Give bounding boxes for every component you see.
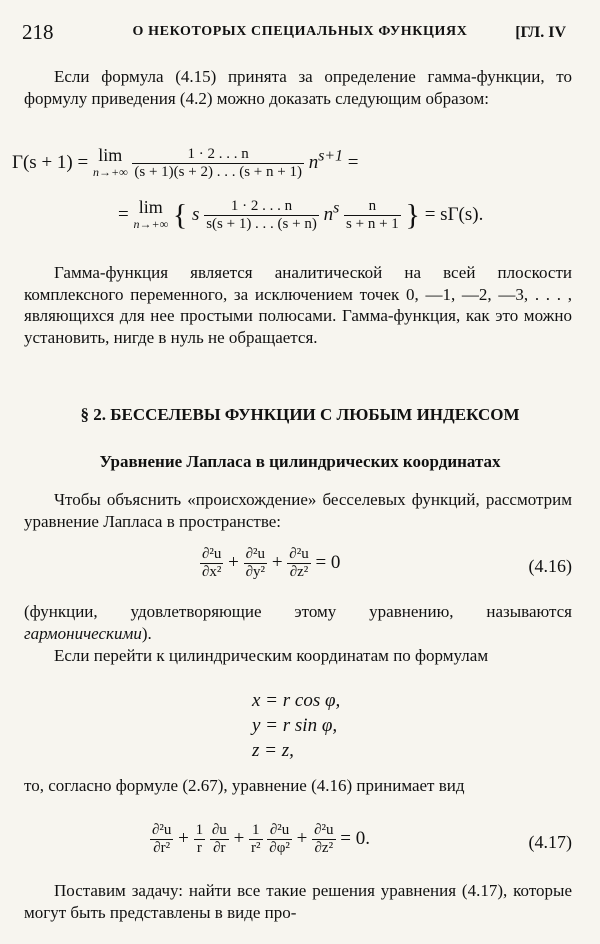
power-base: n xyxy=(323,203,334,225)
coord-x: x = r cos φ, xyxy=(252,690,341,711)
page-number: 218 xyxy=(22,20,54,44)
paragraph-problem: Поставим задачу: найти все такие решения уравнения (4.17), которые могут быть представлены в виде про- xyxy=(24,881,572,922)
running-title: О НЕКОТОРЫХ СПЕЦИАЛЬНЫХ ФУНКЦИЯХ xyxy=(132,24,468,39)
term-one-over-r2 xyxy=(249,822,263,857)
fraction-denominator: (s + 1)(s + 2) . . . (s + n + 1) xyxy=(134,164,302,180)
lim-subscript: n→+∞ xyxy=(133,216,169,231)
fraction-numerator: ∂²u xyxy=(314,822,334,838)
fraction-denominator: ∂x² xyxy=(202,564,222,580)
limit-operator xyxy=(92,144,128,181)
paragraph-gamma-properties: Гамма-функция является аналитической на всей плоскости комплексного переменного, за исключением точек 0, —1, —2, —3, . . . , являющихся для нее простыми полюсами. Гамма-функция, как это можно установить, нигде в нуль не обращается. xyxy=(24,263,572,347)
paragraph-harmonic xyxy=(24,601,572,644)
paragraph-cylindrical: Если перейти к цилиндрическим координатам по формулам xyxy=(54,646,489,665)
plus-sign: + xyxy=(271,551,283,573)
plus-sign: + xyxy=(178,827,189,849)
harmonic-text-a: (функции, удовлетворяющие этому уравнению, называются xyxy=(24,602,572,621)
fraction-denominator: ∂r² xyxy=(150,839,173,857)
fraction-numerator: ∂u xyxy=(211,822,227,838)
harmonic-text-b: ). xyxy=(141,623,152,643)
term-d2u-dx2 xyxy=(200,546,223,581)
laplace-equation xyxy=(200,546,340,581)
gamma-equation-line1 xyxy=(12,146,358,181)
lim-subscript: n→+∞ xyxy=(92,164,128,179)
gamma-result: = sΓ(s). xyxy=(424,203,484,225)
term-d2u-dz2 xyxy=(287,546,310,581)
equals-sign: = xyxy=(347,151,359,173)
right-brace: } xyxy=(405,198,420,232)
fraction-denominator: ∂r xyxy=(210,839,229,857)
fraction-denominator: s + n + 1 xyxy=(346,216,399,232)
lim-text: lim xyxy=(138,196,163,217)
subsection-title: Уравнение Лапласа в цилиндрических координатах xyxy=(99,452,501,471)
coord-z: z = z, xyxy=(252,740,294,761)
coord-y: y = r sin φ, xyxy=(252,715,338,736)
fraction-n xyxy=(344,198,401,233)
term-d2u-dz2 xyxy=(312,822,335,857)
equation-rhs: = 0 xyxy=(315,551,341,573)
fraction-denominator: ∂y² xyxy=(245,564,266,580)
left-brace: { xyxy=(172,198,188,232)
paragraph-takes-form: то, согласно формуле (2.67), уравнение (4.16) принимает вид xyxy=(24,776,465,795)
fraction-factorial-2 xyxy=(204,198,319,233)
section-title: § 2. БЕССЕЛЕВЫ ФУНКЦИИ С ЛЮБЫМ ИНДЕКСОМ xyxy=(80,405,520,424)
fraction-denominator: s(s + 1) . . . (s + n) xyxy=(206,216,317,232)
plus-sign: + xyxy=(228,551,239,573)
fraction-numerator: ∂²u xyxy=(245,546,266,562)
term-d2u-dr2 xyxy=(150,822,173,857)
equation-number-4-16: (4.16) xyxy=(528,556,572,576)
fraction-numerator: ∂²u xyxy=(202,546,222,562)
fraction-numerator: 1 · 2 . . . n xyxy=(187,146,249,162)
fraction-denominator: r² xyxy=(251,840,261,856)
power-exponent: s xyxy=(333,199,340,217)
gamma-lhs: Γ(s + 1) = xyxy=(12,151,89,173)
equation-rhs: = 0. xyxy=(340,827,370,849)
term-one-over-r xyxy=(194,822,206,857)
fraction-numerator: ∂²u xyxy=(269,822,290,838)
fraction-denominator: ∂z² xyxy=(287,563,310,581)
fraction-numerator: n xyxy=(368,198,377,214)
chapter-label: [ГЛ. IV xyxy=(515,24,566,41)
term-d2u-dy2 xyxy=(244,546,267,581)
cylindrical-laplace-equation xyxy=(150,822,370,857)
paragraph-gamma-intro: Если формула (4.15) принята за определение гамма-функции, то формулу приведения (4.2) можно доказать следующим образом: xyxy=(24,67,572,108)
fraction-denominator: ∂φ² xyxy=(269,840,290,856)
fraction-denominator: r xyxy=(194,839,206,857)
lim-text: lim xyxy=(98,144,123,165)
term-d2u-dphi2 xyxy=(267,822,292,857)
plus-sign: + xyxy=(233,827,245,849)
coordinate-formulas xyxy=(252,688,340,763)
fraction-numerator: ∂²u xyxy=(152,822,172,838)
fraction-numerator: 1 xyxy=(195,822,204,838)
fraction-denominator: ∂z² xyxy=(312,839,335,857)
plus-sign: + xyxy=(296,827,308,849)
fraction-numerator: 1 · 2 . . . n xyxy=(230,198,293,214)
gamma-equation-line2 xyxy=(118,198,483,233)
fraction-factorial xyxy=(132,146,304,181)
term-du-dr xyxy=(210,822,229,857)
limit-operator xyxy=(133,196,169,233)
power-exponent: s+1 xyxy=(318,147,343,165)
equals-sign: = xyxy=(118,203,129,225)
s-factor: s xyxy=(192,203,200,225)
fraction-numerator: 1 xyxy=(252,822,260,838)
power-base: n xyxy=(308,151,319,173)
fraction-numerator: ∂²u xyxy=(289,546,309,562)
paragraph-laplace-intro: Чтобы объяснить «происхождение» бесселевых функций, рассмотрим уравнение Лапласа в пространстве: xyxy=(24,490,572,531)
harmonic-term: гармоническими xyxy=(24,623,142,643)
equation-number-4-17: (4.17) xyxy=(528,832,572,852)
